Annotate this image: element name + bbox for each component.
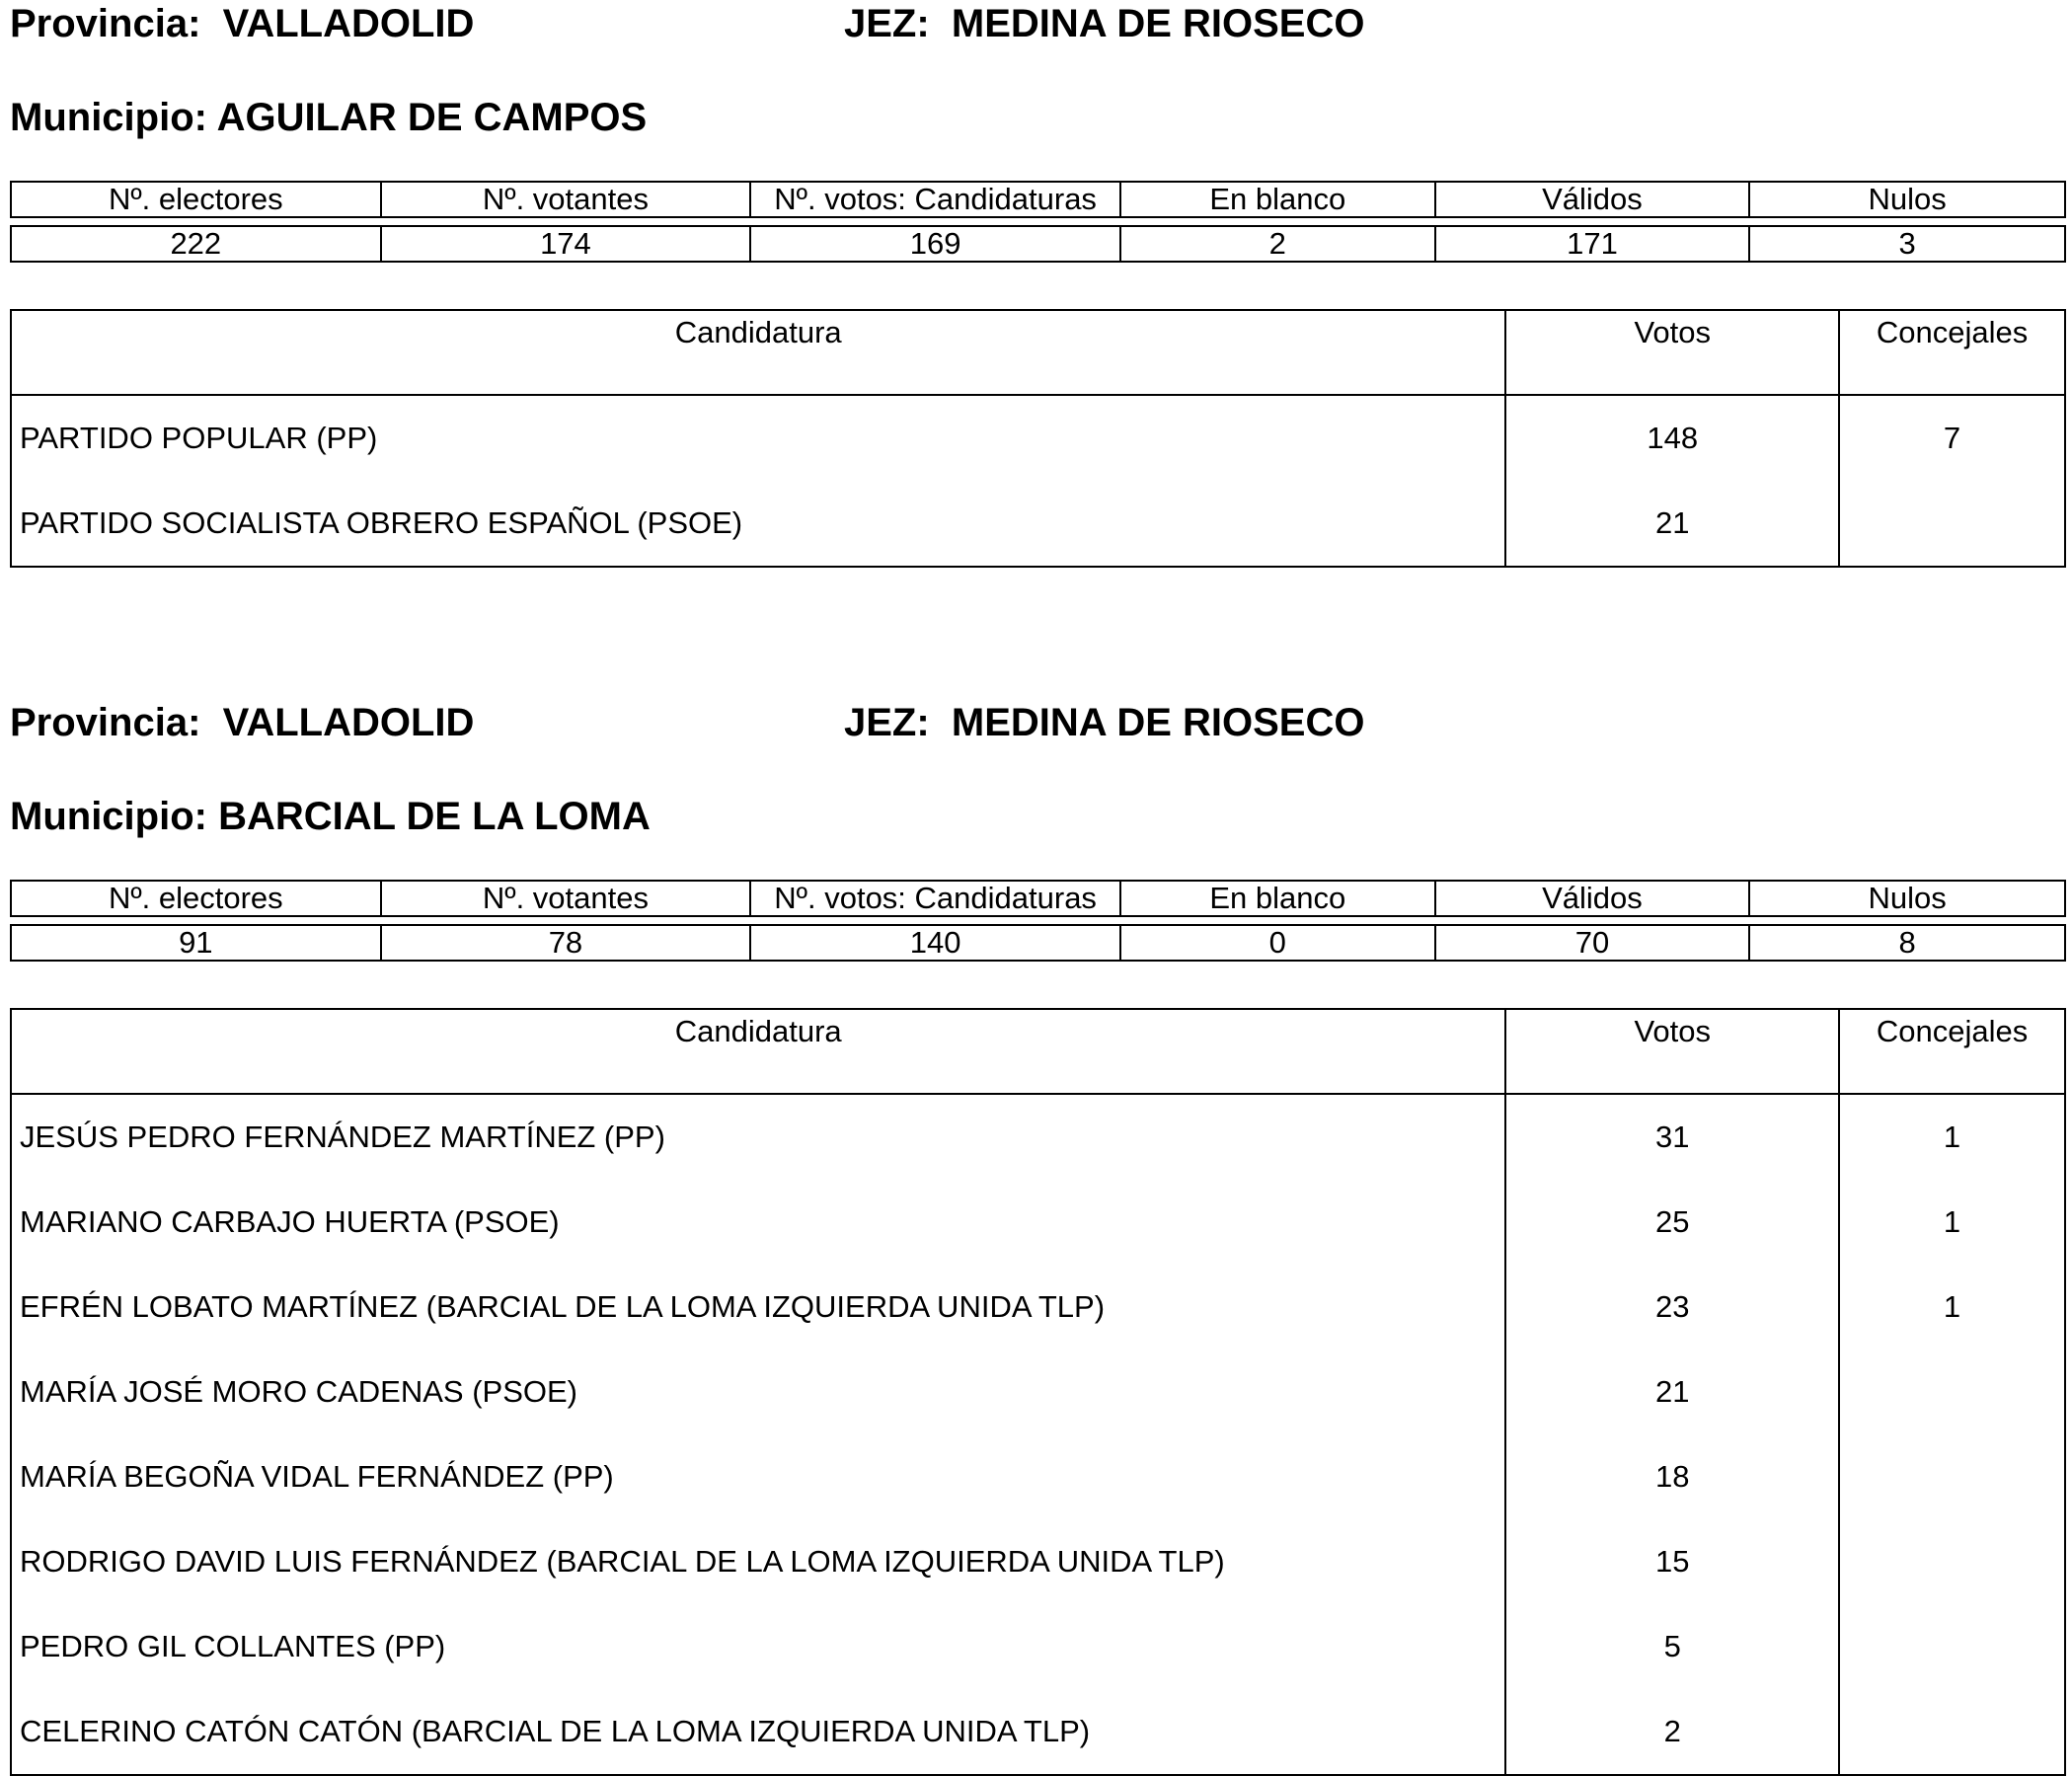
candidate-name: EFRÉN LOBATO MARTÍNEZ (BARCIAL DE LA LOMA IZQUIERDA UNIDA TLP): [20, 1289, 1106, 1324]
candidate-concejales: [1839, 1350, 2065, 1434]
stats-header: Válidos: [1435, 881, 1750, 916]
jez-value: MEDINA DE RIOSECO: [951, 2, 1365, 45]
table-row: [11, 395, 2065, 481]
candidate-votos: 2: [1505, 1689, 1839, 1775]
provincia-label: Provincia:: [10, 2, 201, 45]
stats-header: En blanco: [1120, 182, 1435, 217]
stats-value: 8: [1749, 925, 2065, 961]
candidate-votos: 25: [1505, 1180, 1839, 1265]
candidate-votos: 31: [1505, 1094, 1839, 1180]
stats-value: 169: [750, 226, 1120, 262]
stats-value: 171: [1435, 226, 1750, 262]
concejales-header: Concejales: [1839, 1009, 2065, 1094]
votos-header: Votos: [1505, 310, 1839, 395]
table-row: [11, 1094, 2065, 1180]
candidate-concejales: [1839, 481, 2065, 567]
table-row: [11, 1604, 2065, 1689]
municipio-label: Municipio:: [10, 795, 207, 838]
candidate-name: PEDRO GIL COLLANTES (PP): [20, 1629, 446, 1663]
stats-header: Nulos: [1749, 182, 2065, 217]
table-row: [11, 1519, 2065, 1604]
jez-value: MEDINA DE RIOSECO: [951, 701, 1365, 744]
stats-header: Nº. votos: Candidaturas: [750, 182, 1120, 217]
candidate-votos: 5: [1505, 1604, 1839, 1689]
stats-value: 2: [1120, 226, 1435, 262]
provincia-label: Provincia:: [10, 701, 201, 744]
candidate-name: JESÚS PEDRO FERNÁNDEZ MARTÍNEZ (PP): [20, 1120, 665, 1154]
candidate-votos: 23: [1505, 1265, 1839, 1350]
stats-value: 140: [750, 925, 1120, 961]
candidate-concejales: 1: [1839, 1094, 2065, 1180]
table-row: [11, 481, 2065, 567]
stats-value: 0: [1120, 925, 1435, 961]
candidate-concejales: [1839, 1689, 2065, 1775]
table-row: [11, 1689, 2065, 1775]
table-row: [11, 1434, 2065, 1519]
candidatura-header: Candidatura: [11, 310, 1505, 395]
candidates-header-row: [11, 310, 2065, 395]
stats-header-row: [11, 182, 2065, 217]
stats-value: 174: [381, 226, 751, 262]
section-barcial: [10, 699, 2066, 1770]
stats-value-row: [11, 226, 2065, 262]
jez-heading: [844, 0, 1364, 47]
candidatura-header: Candidatura: [11, 1009, 1505, 1094]
stats-header: Válidos: [1435, 182, 1750, 217]
stats-header-row: [11, 881, 2065, 916]
stats-value: 222: [11, 226, 381, 262]
table-row: [11, 1265, 2065, 1350]
candidate-concejales: [1839, 1434, 2065, 1519]
municipio-heading: [10, 94, 647, 141]
candidate-name: RODRIGO DAVID LUIS FERNÁNDEZ (BARCIAL DE LA LOMA IZQUIERDA UNIDA TLP): [20, 1544, 1225, 1579]
stats-value: 78: [381, 925, 751, 961]
stats-header: Nº. votantes: [381, 881, 751, 916]
stats-header: Nº. votos: Candidaturas: [750, 881, 1120, 916]
stats-table: [10, 181, 2066, 263]
stats-header: En blanco: [1120, 881, 1435, 916]
stats-table: [10, 880, 2066, 962]
candidate-concejales: 7: [1839, 395, 2065, 481]
candidate-name: PARTIDO SOCIALISTA OBRERO ESPAÑOL (PSOE): [20, 505, 743, 540]
stats-header: Nulos: [1749, 881, 2065, 916]
stats-header: Nº. votantes: [381, 182, 751, 217]
jez-label: JEZ:: [844, 2, 930, 45]
section-aguilar: [10, 0, 2066, 573]
candidate-name: PARTIDO POPULAR (PP): [20, 421, 378, 455]
candidate-name: MARIANO CARBAJO HUERTA (PSOE): [20, 1204, 560, 1239]
candidate-concejales: 1: [1839, 1265, 2065, 1350]
candidate-concejales: [1839, 1604, 2065, 1689]
candidate-votos: 15: [1505, 1519, 1839, 1604]
candidates-table: [10, 1008, 2066, 1776]
provincia-value: VALLADOLID: [222, 701, 475, 744]
candidate-name: MARÍA JOSÉ MORO CADENAS (PSOE): [20, 1374, 577, 1409]
candidate-concejales: [1839, 1519, 2065, 1604]
candidates-header-row: [11, 1009, 2065, 1094]
candidate-concejales: 1: [1839, 1180, 2065, 1265]
candidate-votos: 21: [1505, 1350, 1839, 1434]
concejales-header: Concejales: [1839, 310, 2065, 395]
votos-header: Votos: [1505, 1009, 1839, 1094]
provincia-heading: [10, 0, 474, 47]
municipio-heading: [10, 793, 651, 840]
candidate-name: CELERINO CATÓN CATÓN (BARCIAL DE LA LOMA IZQUIERDA UNIDA TLP): [20, 1714, 1091, 1748]
stats-header: Nº. electores: [11, 182, 381, 217]
candidates-table: [10, 309, 2066, 568]
municipio-value: AGUILAR DE CAMPOS: [216, 96, 648, 139]
provincia-value: VALLADOLID: [222, 2, 475, 45]
candidate-name: MARÍA BEGOÑA VIDAL FERNÁNDEZ (PP): [20, 1459, 614, 1494]
municipio-label: Municipio:: [10, 96, 207, 139]
stats-header: Nº. electores: [11, 881, 381, 916]
candidate-votos: 148: [1505, 395, 1839, 481]
municipio-value: BARCIAL DE LA LOMA: [218, 795, 651, 838]
stats-value: 3: [1749, 226, 2065, 262]
candidate-votos: 18: [1505, 1434, 1839, 1519]
candidate-votos: 21: [1505, 481, 1839, 567]
jez-heading: [844, 699, 1364, 746]
stats-value: 70: [1435, 925, 1750, 961]
provincia-heading: [10, 699, 474, 746]
stats-value: 91: [11, 925, 381, 961]
table-row: [11, 1180, 2065, 1265]
stats-value-row: [11, 925, 2065, 961]
table-row: [11, 1350, 2065, 1434]
jez-label: JEZ:: [844, 701, 930, 744]
